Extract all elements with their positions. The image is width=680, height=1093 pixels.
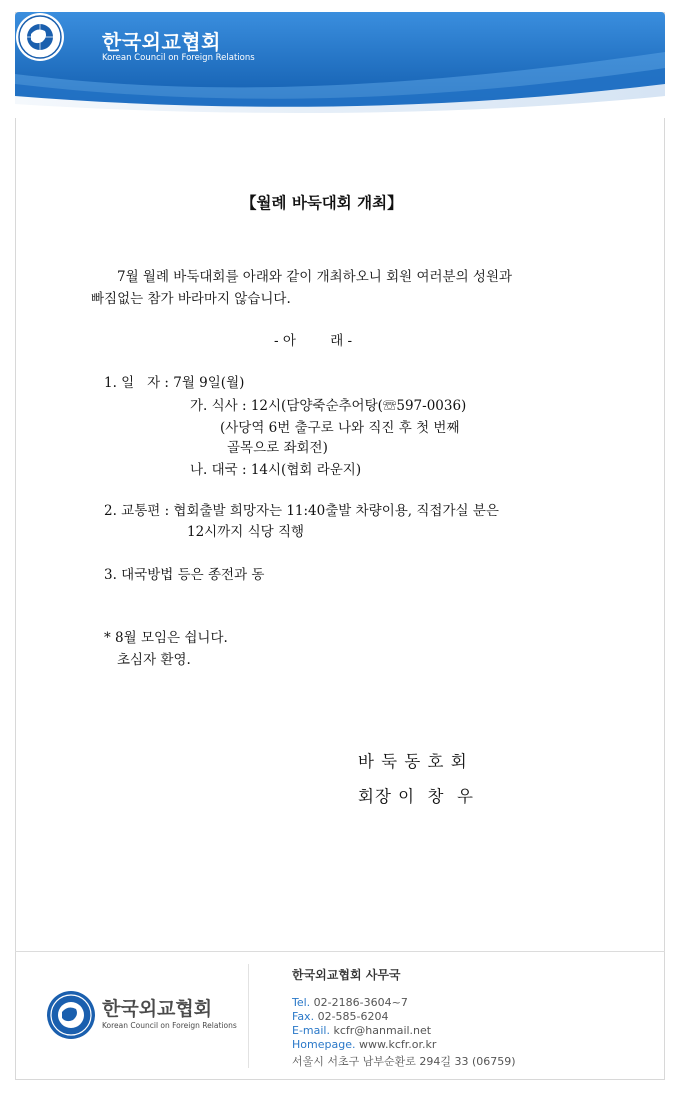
- item-transport-2: 12시까지 식당 직행: [187, 524, 305, 540]
- notice-line-1: * 8월 모임은 쉽니다.: [104, 630, 228, 646]
- footer-address: 서울시 서초구 남부순환로 294길 33 (06759): [292, 1055, 516, 1068]
- item-meal-directions-2: 골목으로 좌회전): [227, 440, 328, 456]
- item-date: 1. 일 자 : 7월 9일(월): [104, 375, 245, 391]
- email-label: E-mail.: [292, 1024, 330, 1037]
- item-transport: 2. 교통편 : 협회출발 희망자는 11:40출발 차량이용, 직접가실 분은: [104, 503, 499, 519]
- tel-value: 02-2186-3604~7: [313, 996, 408, 1009]
- intro-line-1: 7월 월례 바둑대회를 아래와 같이 개최하오니 회원 여러분의 성원과: [117, 269, 513, 285]
- footer-divider: [15, 951, 665, 952]
- signature-person: 회장 이 창 우: [358, 787, 474, 806]
- intro-line-2: 빠짐없는 참가 바라마지 않습니다.: [91, 291, 291, 307]
- footer-email: [292, 1024, 431, 1037]
- email-link[interactable]: kcfr@hanmail.net: [333, 1024, 432, 1037]
- header-org-subtitle: Korean Council on Foreign Relations: [102, 53, 255, 63]
- footer-office-name: 한국외교협회 사무국: [292, 968, 401, 982]
- header-banner: [15, 12, 665, 118]
- footer-vertical-divider: [248, 964, 249, 1068]
- item-match: 나. 대국 : 14시(협회 라운지): [190, 462, 362, 478]
- signature-group: 바 둑 동 호 회: [358, 752, 468, 771]
- footer-homepage: [292, 1038, 436, 1051]
- notice-line-2: 초심자 환영.: [117, 652, 191, 668]
- footer-org-subtitle: Korean Council on Foreign Relations: [102, 1021, 237, 1030]
- fax-value: 02-585-6204: [317, 1010, 389, 1023]
- fax-label: Fax.: [292, 1010, 315, 1023]
- footer-tel: [292, 996, 408, 1009]
- document-title: 【월례 바둑대회 개최】: [241, 193, 403, 212]
- homepage-link[interactable]: www.kcfr.or.kr: [358, 1038, 437, 1051]
- item-meal: 가. 식사 : 12시(담양죽순추어탕(☏597-0036): [190, 398, 467, 414]
- homepage-label: Homepage.: [292, 1038, 356, 1051]
- item-meal-directions-1: (사당역 6번 출구로 나와 직진 후 첫 번째: [220, 420, 460, 436]
- header-org-name: 한국외교협회: [102, 30, 221, 54]
- seal-logo-icon: [46, 990, 96, 1040]
- below-marker: - 아 래 -: [274, 333, 353, 349]
- footer-org-name: 한국외교협회: [102, 998, 213, 1020]
- tel-label: Tel.: [292, 996, 311, 1009]
- letter-frame: [15, 12, 665, 1080]
- item-method: 3. 대국방법 등은 종전과 동: [104, 567, 265, 583]
- seal-logo-icon: [15, 12, 65, 62]
- footer-fax: [292, 1010, 389, 1023]
